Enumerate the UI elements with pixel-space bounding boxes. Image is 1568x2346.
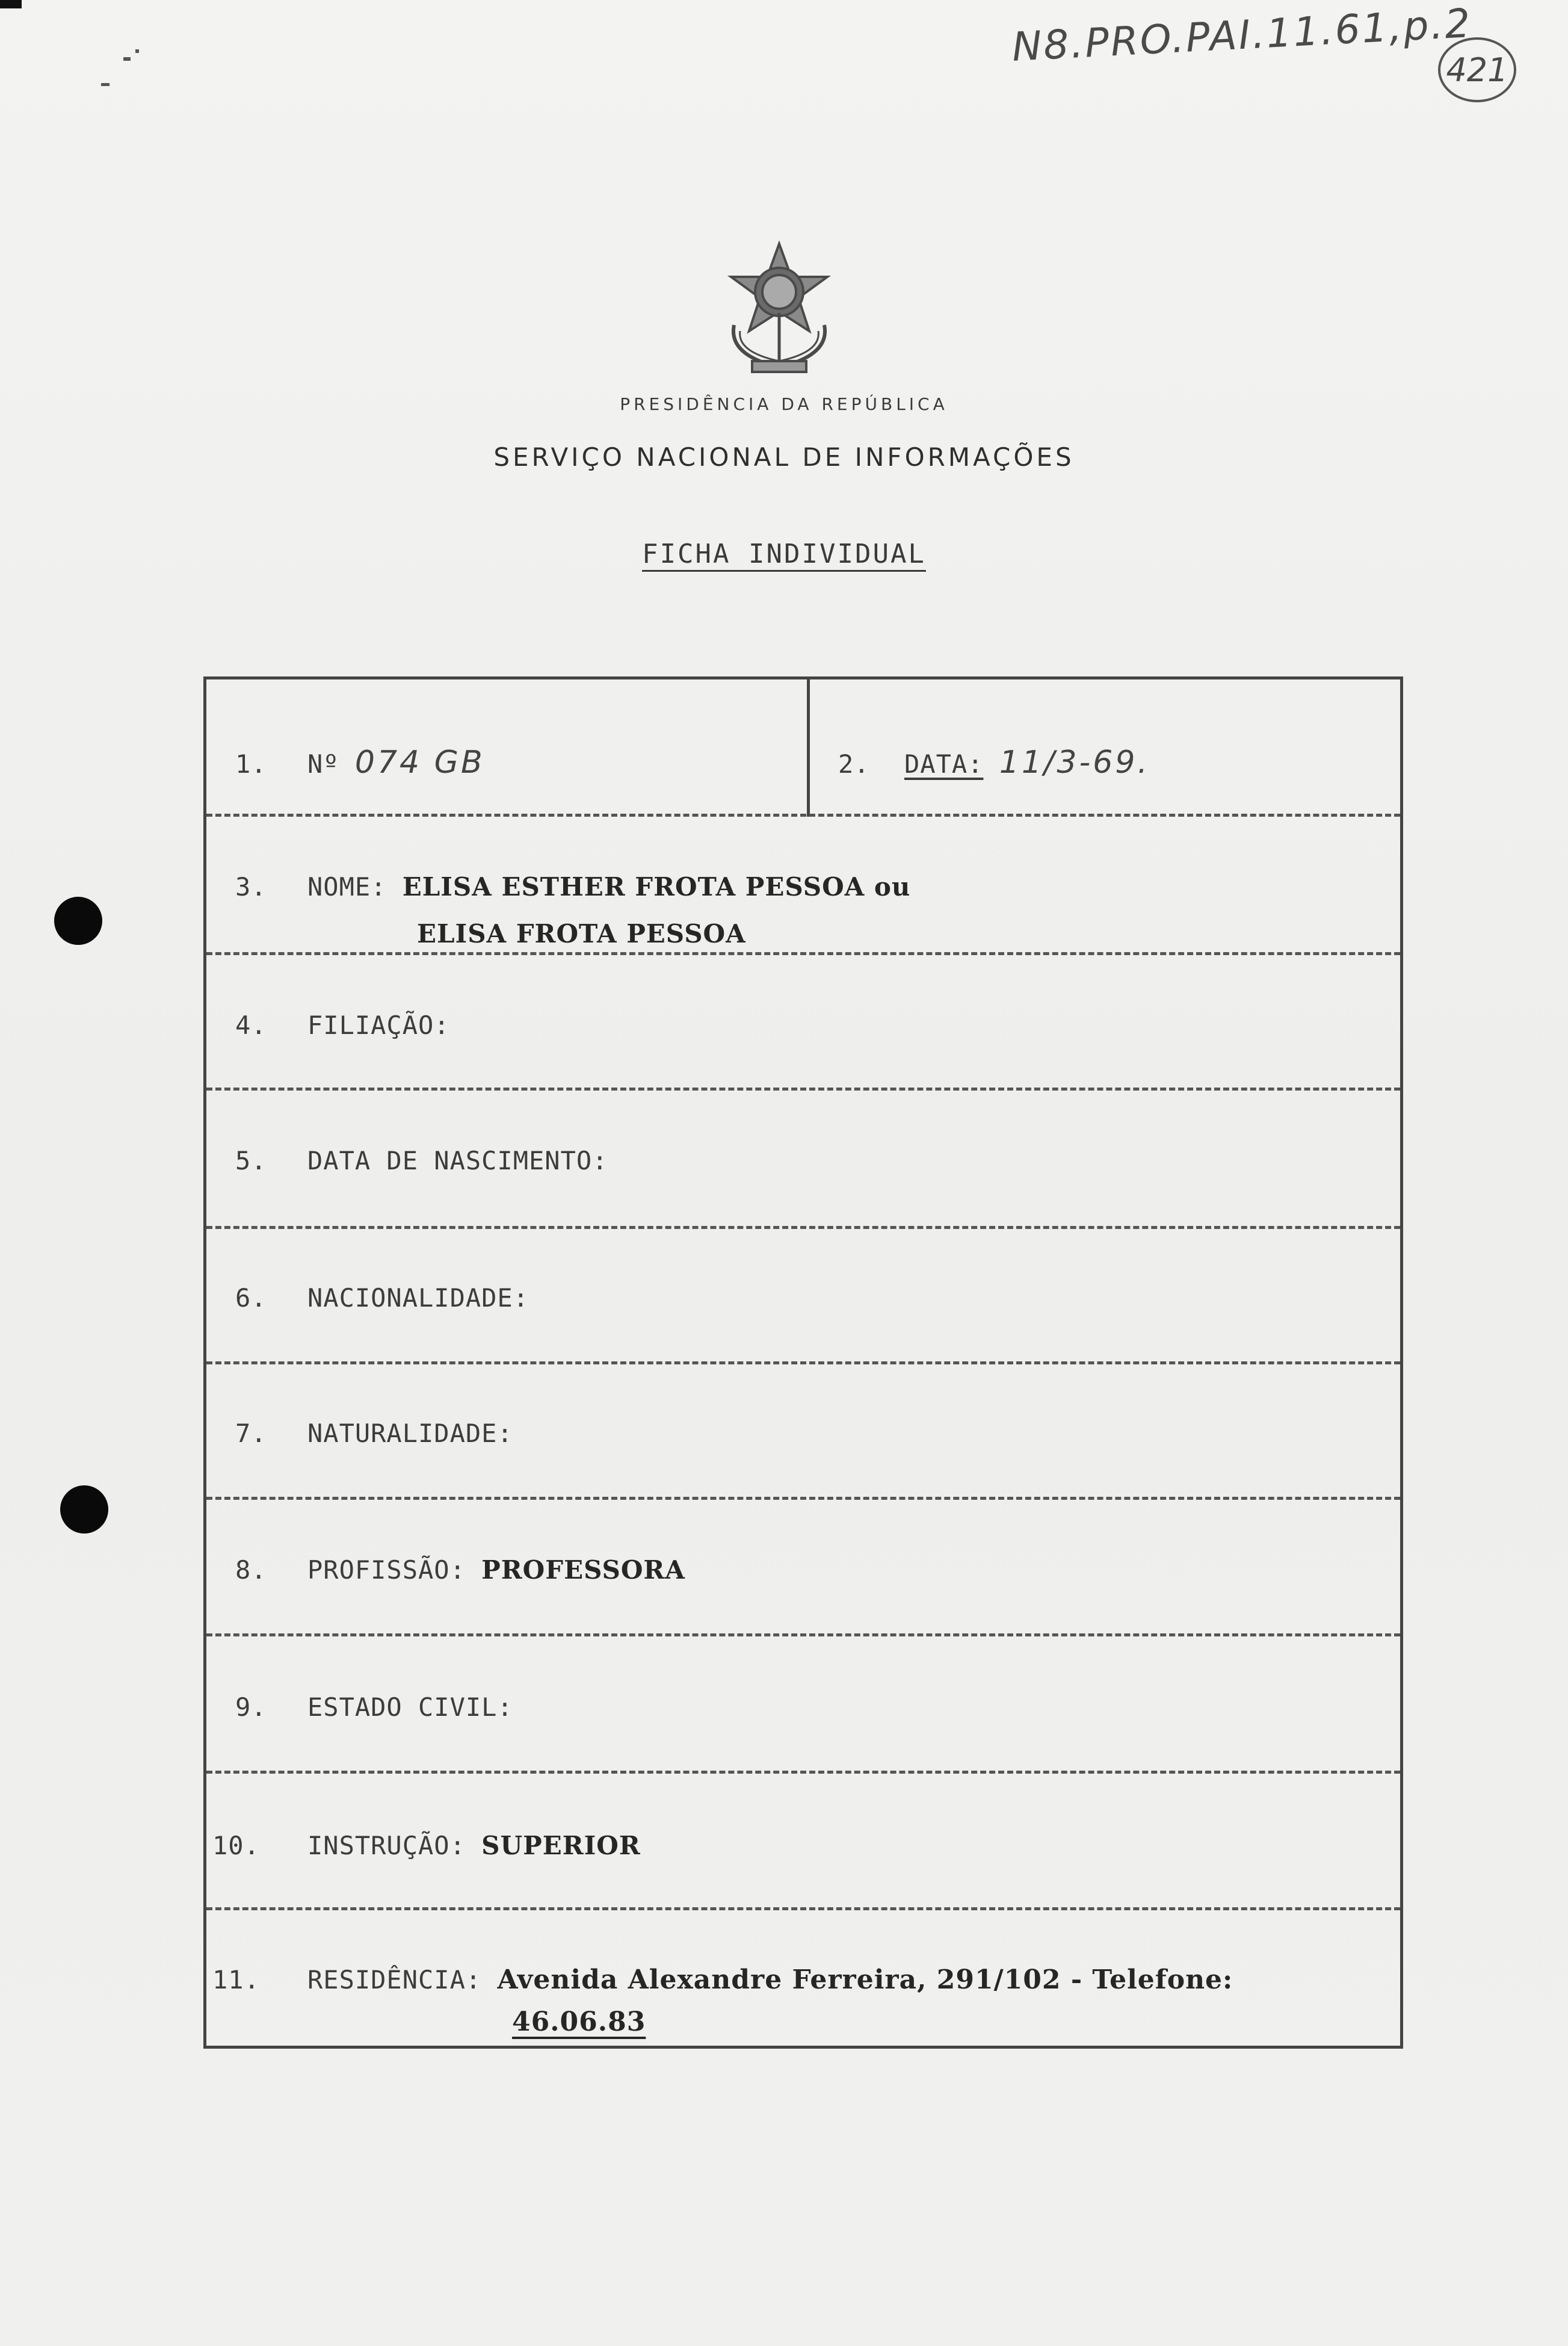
row-divider xyxy=(206,1907,1400,1910)
field-number: 3. xyxy=(235,872,267,902)
column-divider xyxy=(807,679,810,817)
row-divider xyxy=(206,1088,1400,1091)
row-divider xyxy=(206,1497,1400,1500)
field-filiacao xyxy=(235,1011,450,1040)
field-naturalidade xyxy=(235,1419,513,1448)
field-number: 10. xyxy=(212,1831,260,1860)
form-title xyxy=(0,539,1568,569)
field-number: 2. xyxy=(838,749,870,779)
field-label: RESIDÊNCIA: xyxy=(307,1965,482,1995)
field-number: 4. xyxy=(235,1011,267,1040)
field-number: 1. xyxy=(235,749,267,779)
field-nacionalidade xyxy=(235,1283,529,1313)
field-profissao xyxy=(235,1555,685,1585)
corner-mark xyxy=(0,0,22,8)
field-value: ELISA FROTA PESSOA xyxy=(417,919,746,949)
row-divider xyxy=(206,1226,1400,1229)
row-divider xyxy=(206,1771,1400,1774)
field-value-handwritten: 074 GB xyxy=(354,744,485,781)
field-value: ELISA ESTHER FROTA PESSOA ou xyxy=(402,872,911,902)
row-divider xyxy=(206,814,1400,817)
field-value: 46.06.83 xyxy=(512,2007,646,2037)
speck xyxy=(135,49,139,53)
field-label: NOME: xyxy=(307,872,387,902)
field-label: FILIAÇÃO: xyxy=(307,1011,450,1040)
field-number: 11. xyxy=(212,1965,260,1995)
field-data-nascimento xyxy=(235,1146,608,1175)
field-number: 8. xyxy=(235,1555,267,1585)
field-nome xyxy=(235,872,910,902)
coat-of-arms-icon xyxy=(716,241,842,379)
presidencia-heading: PRESIDÊNCIA DA REPÚBLICA xyxy=(620,394,948,414)
field-number: 9. xyxy=(235,1692,267,1722)
field-label: ESTADO CIVIL: xyxy=(307,1692,513,1722)
field-label: Nº xyxy=(307,749,339,779)
field-estado-civil xyxy=(235,1692,513,1722)
row-divider xyxy=(206,1361,1400,1364)
row-divider xyxy=(206,1633,1400,1636)
field-numero xyxy=(235,744,485,781)
servico-heading: SERVIÇO NACIONAL DE INFORMAÇÕES xyxy=(493,442,1075,472)
field-label: DATA DE NASCIMENTO: xyxy=(307,1146,608,1175)
archive-code: N8.PRO.PAI.11.61,p.2 xyxy=(1011,0,1474,70)
form-table xyxy=(203,676,1403,2049)
field-value: Avenida Alexandre Ferreira, 291/102 - Telefone: xyxy=(497,1964,1233,1995)
field-value-handwritten: 11/3-69. xyxy=(999,744,1150,781)
field-label: INSTRUÇÃO: xyxy=(307,1831,466,1860)
form-title-text: FICHA INDIVIDUAL xyxy=(642,539,926,569)
field-number: 7. xyxy=(235,1419,267,1448)
field-nome-line2 xyxy=(417,919,746,949)
page-number-stamp: 421 xyxy=(1438,37,1516,102)
field-value: PROFESSORA xyxy=(481,1555,685,1585)
field-label: NACIONALIDADE: xyxy=(307,1283,529,1313)
field-number: 5. xyxy=(235,1146,267,1175)
field-label: NATURALIDADE: xyxy=(307,1419,513,1448)
field-number: 6. xyxy=(235,1283,267,1313)
field-label: DATA: xyxy=(904,749,984,779)
speck xyxy=(101,83,110,86)
punch-hole xyxy=(54,897,102,945)
field-value: SUPERIOR xyxy=(481,1831,641,1860)
speck xyxy=(123,57,131,61)
field-data xyxy=(838,744,1150,781)
field-label: PROFISSÃO: xyxy=(307,1555,466,1585)
punch-hole xyxy=(60,1485,108,1534)
row-divider xyxy=(206,952,1400,955)
field-instrucao xyxy=(212,1831,641,1860)
field-residencia xyxy=(212,1964,1233,1995)
field-residencia-line2 xyxy=(512,2007,646,2037)
